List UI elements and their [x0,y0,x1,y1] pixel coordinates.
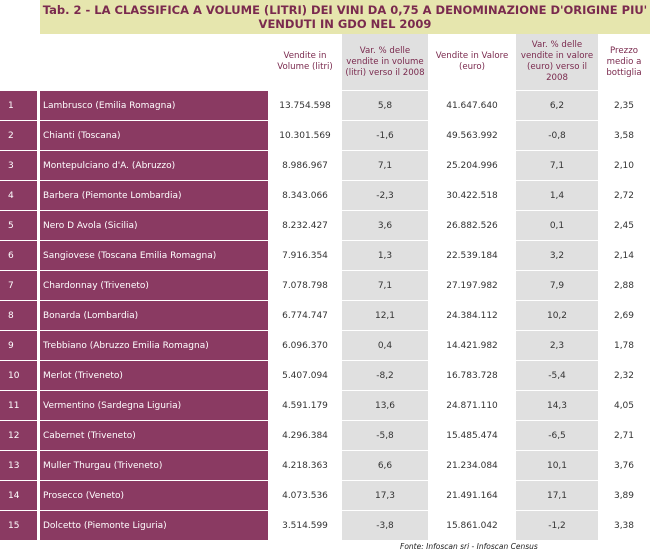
wine-name-cell: Merlot (Triveneto) [40,360,268,390]
var-valore-cell: 3,2 [516,240,598,270]
table-row [0,150,650,180]
valore-cell: 24.871.110 [428,390,516,420]
rank-cell: 13 [0,450,40,480]
header-var-valore: Var. % delle vendite in valore (euro) verso il 2008 [516,34,598,90]
var-valore-cell: -6,5 [516,420,598,450]
volume-cell: 8.343.066 [268,180,342,210]
prezzo-cell: 3,38 [598,510,650,540]
volume-cell: 6.096.370 [268,330,342,360]
volume-cell: 8.232.427 [268,210,342,240]
rank-cell: 6 [0,240,40,270]
volume-cell: 4.591.179 [268,390,342,420]
wine-name-cell: Dolcetto (Piemonte Liguria) [40,510,268,540]
wine-name-cell: Trebbiano (Abruzzo Emilia Romagna) [40,330,268,360]
table-row [0,480,650,510]
table-body [0,90,650,540]
title-line-2: VENDUTI IN GDO NEL 2009 [258,17,432,31]
rank-cell: 4 [0,180,40,210]
wine-ranking-table [0,34,650,540]
table-row [0,90,650,120]
rank-cell: 2 [0,120,40,150]
prezzo-cell: 2,88 [598,270,650,300]
prezzo-cell: 2,14 [598,240,650,270]
var-valore-cell: 2,3 [516,330,598,360]
table-row [0,120,650,150]
var-valore-cell: 7,1 [516,150,598,180]
volume-cell: 10.301.569 [268,120,342,150]
var-volume-cell: 13,6 [342,390,428,420]
table-row [0,510,650,540]
volume-cell: 6.774.747 [268,300,342,330]
wine-name-cell: Barbera (Piemonte Lombardia) [40,180,268,210]
var-valore-cell: 7,9 [516,270,598,300]
var-volume-cell: -5,8 [342,420,428,450]
var-volume-cell: 7,1 [342,150,428,180]
var-volume-cell: 17,3 [342,480,428,510]
title-line-1: Tab. 2 - LA CLASSIFICA A VOLUME (LITRI) DEI VINI DA 0,75 A DENOMINAZIONE D'ORIGINE PIU' [42,3,648,17]
table-row [0,330,650,360]
table-row [0,450,650,480]
table-row [0,360,650,390]
var-volume-cell: -1,6 [342,120,428,150]
wine-name-cell: Chianti (Toscana) [40,120,268,150]
var-volume-cell: 12,1 [342,300,428,330]
valore-cell: 49.563.992 [428,120,516,150]
var-valore-cell: 6,2 [516,90,598,120]
var-valore-cell: 17,1 [516,480,598,510]
wine-name-cell: Lambrusco (Emilia Romagna) [40,90,268,120]
rank-cell: 15 [0,510,40,540]
var-volume-cell: 1,3 [342,240,428,270]
valore-cell: 24.384.112 [428,300,516,330]
rank-cell: 8 [0,300,40,330]
header-prezzo: Prezzo medio a bottiglia [598,34,650,90]
prezzo-cell: 2,72 [598,180,650,210]
rank-cell: 3 [0,150,40,180]
var-volume-cell: -2,3 [342,180,428,210]
prezzo-cell: 2,71 [598,420,650,450]
valore-cell: 16.783.728 [428,360,516,390]
prezzo-cell: 2,45 [598,210,650,240]
volume-cell: 4.296.384 [268,420,342,450]
var-valore-cell: 10,1 [516,450,598,480]
var-valore-cell: 0,1 [516,210,598,240]
table-row [0,180,650,210]
var-valore-cell: -5,4 [516,360,598,390]
var-valore-cell: 14,3 [516,390,598,420]
prezzo-cell: 4,05 [598,390,650,420]
table-row [0,240,650,270]
var-valore-cell: 1,4 [516,180,598,210]
var-volume-cell: 5,8 [342,90,428,120]
prezzo-cell: 3,58 [598,120,650,150]
valore-cell: 21.491.164 [428,480,516,510]
table-row [0,210,650,240]
wine-name-cell: Sangiovese (Toscana Emilia Romagna) [40,240,268,270]
var-volume-cell: -8,2 [342,360,428,390]
prezzo-cell: 3,89 [598,480,650,510]
table-row [0,270,650,300]
wine-name-cell: Nero D Avola (Sicilia) [40,210,268,240]
volume-cell: 7.916.354 [268,240,342,270]
source-note: Fonte: Infoscan sri - Infoscan Census [400,542,538,551]
valore-cell: 15.861.042 [428,510,516,540]
valore-cell: 27.197.982 [428,270,516,300]
valore-cell: 26.882.526 [428,210,516,240]
header-blank-rank [0,34,40,90]
valore-cell: 15.485.474 [428,420,516,450]
rank-cell: 1 [0,90,40,120]
wine-name-cell: Muller Thurgau (Triveneto) [40,450,268,480]
volume-cell: 3.514.599 [268,510,342,540]
wine-name-cell: Chardonnay (Triveneto) [40,270,268,300]
var-volume-cell: 3,6 [342,210,428,240]
header-row [0,34,650,90]
rank-cell: 14 [0,480,40,510]
prezzo-cell: 2,35 [598,90,650,120]
valore-cell: 21.234.084 [428,450,516,480]
var-volume-cell: -3,8 [342,510,428,540]
rank-cell: 10 [0,360,40,390]
wine-name-cell: Cabernet (Triveneto) [40,420,268,450]
var-valore-cell: -0,8 [516,120,598,150]
prezzo-cell: 2,10 [598,150,650,180]
rank-cell: 11 [0,390,40,420]
header-var-volume: Var. % delle vendite in volume (litri) verso il 2008 [342,34,428,90]
var-volume-cell: 0,4 [342,330,428,360]
volume-cell: 13.754.598 [268,90,342,120]
rank-cell: 5 [0,210,40,240]
rank-cell: 12 [0,420,40,450]
wine-name-cell: Bonarda (Lombardia) [40,300,268,330]
header-volume: Vendite in Volume (litri) [268,34,342,90]
header-valore: Vendite in Valore (euro) [428,34,516,90]
header-blank-name [40,34,268,90]
table-row [0,420,650,450]
valore-cell: 22.539.184 [428,240,516,270]
wine-name-cell: Montepulciano d'A. (Abruzzo) [40,150,268,180]
volume-cell: 4.073.536 [268,480,342,510]
var-volume-cell: 7,1 [342,270,428,300]
prezzo-cell: 2,32 [598,360,650,390]
volume-cell: 5.407.094 [268,360,342,390]
table-row [0,300,650,330]
var-valore-cell: -1,2 [516,510,598,540]
var-volume-cell: 6,6 [342,450,428,480]
valore-cell: 30.422.518 [428,180,516,210]
prezzo-cell: 1,78 [598,330,650,360]
prezzo-cell: 2,69 [598,300,650,330]
volume-cell: 8.986.967 [268,150,342,180]
table-row [0,390,650,420]
valore-cell: 14.421.982 [428,330,516,360]
valore-cell: 41.647.640 [428,90,516,120]
volume-cell: 7.078.798 [268,270,342,300]
wine-name-cell: Vermentino (Sardegna Liguria) [40,390,268,420]
rank-cell: 9 [0,330,40,360]
wine-name-cell: Prosecco (Veneto) [40,480,268,510]
volume-cell: 4.218.363 [268,450,342,480]
var-valore-cell: 10,2 [516,300,598,330]
rank-cell: 7 [0,270,40,300]
table-title [40,0,650,34]
valore-cell: 25.204.996 [428,150,516,180]
prezzo-cell: 3,76 [598,450,650,480]
